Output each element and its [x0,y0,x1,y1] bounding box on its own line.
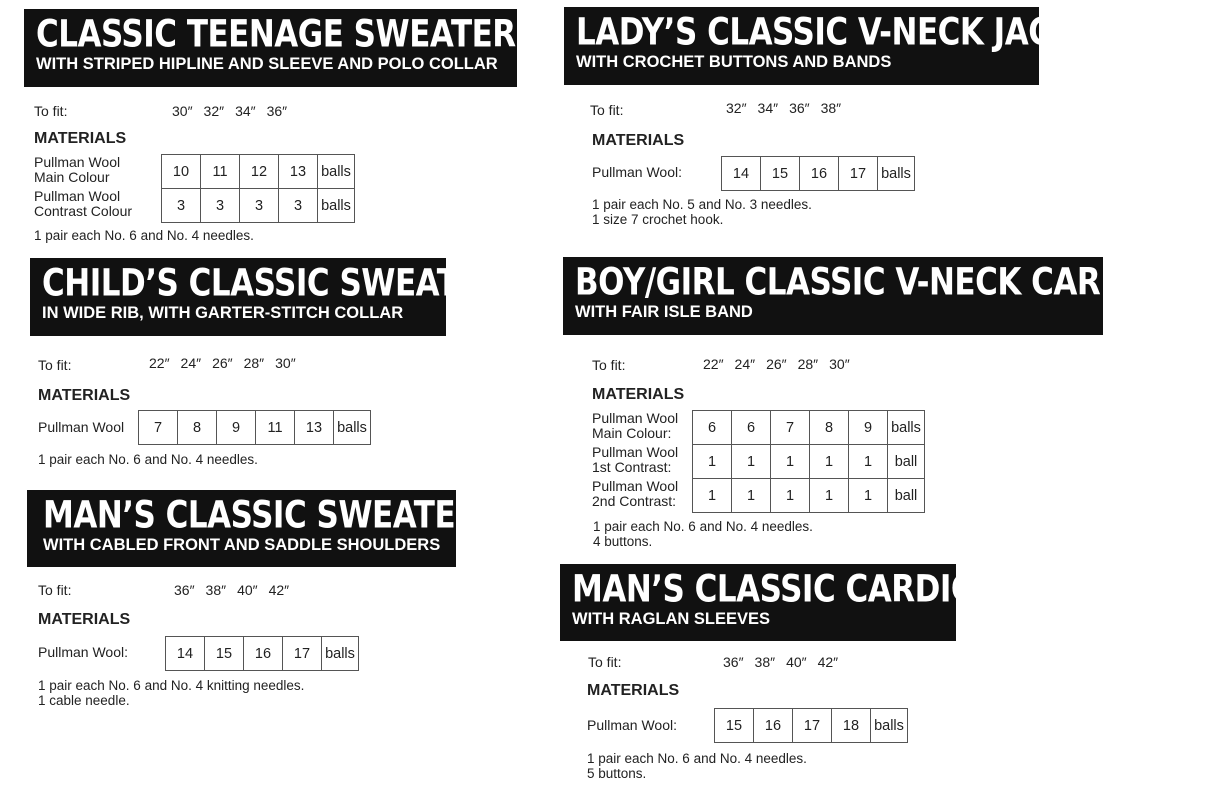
size-value: 34″ [235,103,256,119]
to-fit-row [38,582,71,598]
quantity-cell: 15 [715,709,754,743]
to-fit-label: To fit: [590,102,624,118]
quantity-cell: 1 [693,479,732,513]
material-label-line: Pullman Wool [34,154,121,170]
quantity-cell: 17 [839,157,878,191]
material-label-line: Pullman Wool [592,410,679,426]
unit-cell: balls [334,411,371,445]
quantity-cell: 9 [849,411,888,445]
unit-cell: balls [322,637,359,671]
note-line: 1 pair each No. 5 and No. 3 needles. [592,197,812,212]
notes [38,452,258,467]
materials-heading: MATERIALS [38,611,131,628]
quantity-cell: 7 [771,411,810,445]
materials-heading: MATERIALS [592,386,685,403]
table-row [166,637,359,671]
quantity-cell: 14 [722,157,761,191]
material-label-line: Contrast Colour [34,203,133,219]
table-row [162,155,355,189]
quantity-cell: 12 [240,155,279,189]
size-value: 32″ [726,100,747,116]
size-value: 30″ [275,355,296,371]
quantity-table [721,156,915,191]
materials-heading: MATERIALS [34,130,127,147]
quantity-cell: 16 [244,637,283,671]
size-value: 38″ [820,100,842,116]
section-subtitle: WITH CABLED FRONT AND SADDLE SHOULDERS [43,536,441,554]
quantity-cell: 1 [810,479,849,513]
size-value: 40″ [237,582,258,598]
material-label [34,155,120,185]
size-list [703,356,861,372]
material-label [38,645,128,660]
to-fit-row [592,357,625,373]
table-row [693,411,925,445]
section-banner-teenage-sweater [24,9,517,87]
size-value: 38″ [754,654,776,670]
unit-cell: balls [318,189,355,223]
quantity-cell: 14 [166,637,205,671]
note-line: 1 cable needle. [38,693,130,708]
table-row [715,709,908,743]
to-fit-row [588,654,621,670]
quantity-table [692,410,925,513]
to-fit-row [590,102,623,118]
quantity-table [138,410,371,445]
quantity-cell: 9 [217,411,256,445]
materials-heading: MATERIALS [592,132,685,149]
unit-cell: balls [871,709,908,743]
size-value: 30″ [829,356,850,372]
material-label-line: 2nd Contrast: [592,493,677,509]
to-fit-row [38,357,71,373]
notes [593,519,813,549]
notes [592,197,812,227]
section-subtitle: WITH STRIPED HIPLINE AND SLEEVE AND POLO COLLAR [36,55,498,73]
quantity-cell: 1 [771,479,810,513]
quantity-cell: 1 [849,445,888,479]
quantity-cell: 3 [162,189,201,223]
section-title: BOY/GIRL CLASSIC V-NECK CARDIGAN [575,260,1210,305]
material-label-line: Pullman Wool [34,188,121,204]
size-list [149,355,307,371]
quantity-cell: 16 [754,709,793,743]
size-value: 28″ [797,356,819,372]
size-value: 42″ [817,654,839,670]
section-banner-mans-sweater [27,490,479,567]
unit-cell: balls [888,411,925,445]
quantity-cell: 15 [205,637,244,671]
to-fit-label: To fit: [38,582,72,598]
note-line: 1 pair each No. 6 and No. 4 needles. [593,519,813,534]
size-list [726,100,852,116]
section-subtitle: WITH RAGLAN SLEEVES [572,610,771,628]
section-banner-childs-sweater [30,258,502,336]
size-value: 32″ [203,103,225,119]
table-row [162,189,355,223]
to-fit-row [34,103,67,119]
section-title: MAN’S CLASSIC SWEATER [43,493,479,538]
quantity-cell: 1 [771,445,810,479]
size-value: 42″ [268,582,290,598]
size-value: 22″ [703,356,724,372]
notes [34,228,254,243]
note-line: 1 pair each No. 6 and No. 4 needles. [587,751,807,766]
size-list [174,582,300,598]
quantity-cell: 1 [693,445,732,479]
quantity-cell: 8 [810,411,849,445]
section-title: CLASSIC TEENAGE SWEATER [36,12,516,57]
quantity-cell: 10 [162,155,201,189]
quantity-cell: 18 [832,709,871,743]
section-title: LADY’S CLASSIC V-NECK JACKET [576,10,1116,55]
quantity-cell: 6 [693,411,732,445]
note-line: 1 pair each No. 6 and No. 4 needles. [38,452,258,467]
size-value: 36″ [723,654,744,670]
quantity-cell: 6 [732,411,771,445]
note-line: 1 pair each No. 6 and No. 4 needles. [34,228,254,243]
quantity-cell: 1 [810,445,849,479]
size-value: 22″ [149,355,170,371]
material-label [592,411,678,441]
section-banner-mans-cardigan [560,564,1025,641]
size-value: 26″ [212,355,233,371]
material-label [592,445,678,475]
quantity-cell: 1 [849,479,888,513]
material-label-line: Pullman Wool: [592,164,683,180]
quantity-table [714,708,908,743]
table-row [139,411,371,445]
unit-cell: ball [888,445,925,479]
unit-cell: ball [888,479,925,513]
material-label [34,189,132,219]
quantity-cell: 11 [201,155,240,189]
table-row [693,445,925,479]
section-title: CHILD’S CLASSIC SWEATER [42,261,502,306]
quantity-cell: 1 [732,479,771,513]
quantity-cell: 3 [279,189,318,223]
notes [38,678,304,708]
section-banner-boy-girl-cardigan [563,257,1210,335]
material-label [587,718,677,733]
quantity-cell: 16 [800,157,839,191]
size-value: 34″ [757,100,779,116]
size-value: 36″ [174,582,195,598]
material-label-line: Main Colour: [592,425,672,441]
note-line: 5 buttons. [587,766,647,781]
to-fit-label: To fit: [592,357,626,373]
notes [587,751,807,781]
unit-cell: balls [878,157,915,191]
quantity-cell: 13 [279,155,318,189]
section-subtitle: WITH FAIR ISLE BAND [575,303,753,321]
material-label [592,165,682,180]
quantity-cell: 17 [793,709,832,743]
unit-cell: balls [318,155,355,189]
quantity-table [165,636,359,671]
quantity-cell: 1 [732,445,771,479]
quantity-cell: 3 [201,189,240,223]
size-value: 40″ [786,654,807,670]
size-value: 38″ [205,582,227,598]
size-value: 24″ [180,355,202,371]
to-fit-label: To fit: [588,654,622,670]
quantity-cell: 13 [295,411,334,445]
materials-heading: MATERIALS [38,387,131,404]
material-label-line: Pullman Wool [592,444,679,460]
section-banner-ladys-jacket [564,7,1116,85]
size-value: 36″ [266,103,288,119]
note-line: 4 buttons. [593,534,653,549]
size-value: 36″ [789,100,810,116]
quantity-table [161,154,355,223]
to-fit-label: To fit: [38,357,72,373]
table-row [722,157,915,191]
section-subtitle: IN WIDE RIB, WITH GARTER-STITCH COLLAR [42,304,404,322]
size-list [723,654,849,670]
quantity-cell: 8 [178,411,217,445]
quantity-cell: 3 [240,189,279,223]
section-title: MAN’S CLASSIC CARDIGAN [572,567,1025,612]
material-label-line: 1st Contrast: [592,459,672,475]
note-line: 1 size 7 crochet hook. [592,212,724,227]
quantity-cell: 11 [256,411,295,445]
to-fit-label: To fit: [34,103,68,119]
section-subtitle: WITH CROCHET BUTTONS AND BANDS [576,53,892,71]
material-label-line: Pullman Wool [38,419,125,435]
material-label-line: Main Colour [34,169,110,185]
size-value: 24″ [734,356,756,372]
material-label [38,420,124,435]
size-list [172,103,298,119]
material-label [592,479,678,509]
size-value: 26″ [766,356,787,372]
materials-heading: MATERIALS [587,682,680,699]
material-label-line: Pullman Wool: [38,644,129,660]
quantity-cell: 7 [139,411,178,445]
size-value: 28″ [243,355,265,371]
quantity-cell: 15 [761,157,800,191]
note-line: 1 pair each No. 6 and No. 4 knitting needles. [38,678,305,693]
size-value: 30″ [172,103,193,119]
quantity-cell: 17 [283,637,322,671]
table-row [693,479,925,513]
material-label-line: Pullman Wool: [587,717,678,733]
material-label-line: Pullman Wool [592,478,679,494]
